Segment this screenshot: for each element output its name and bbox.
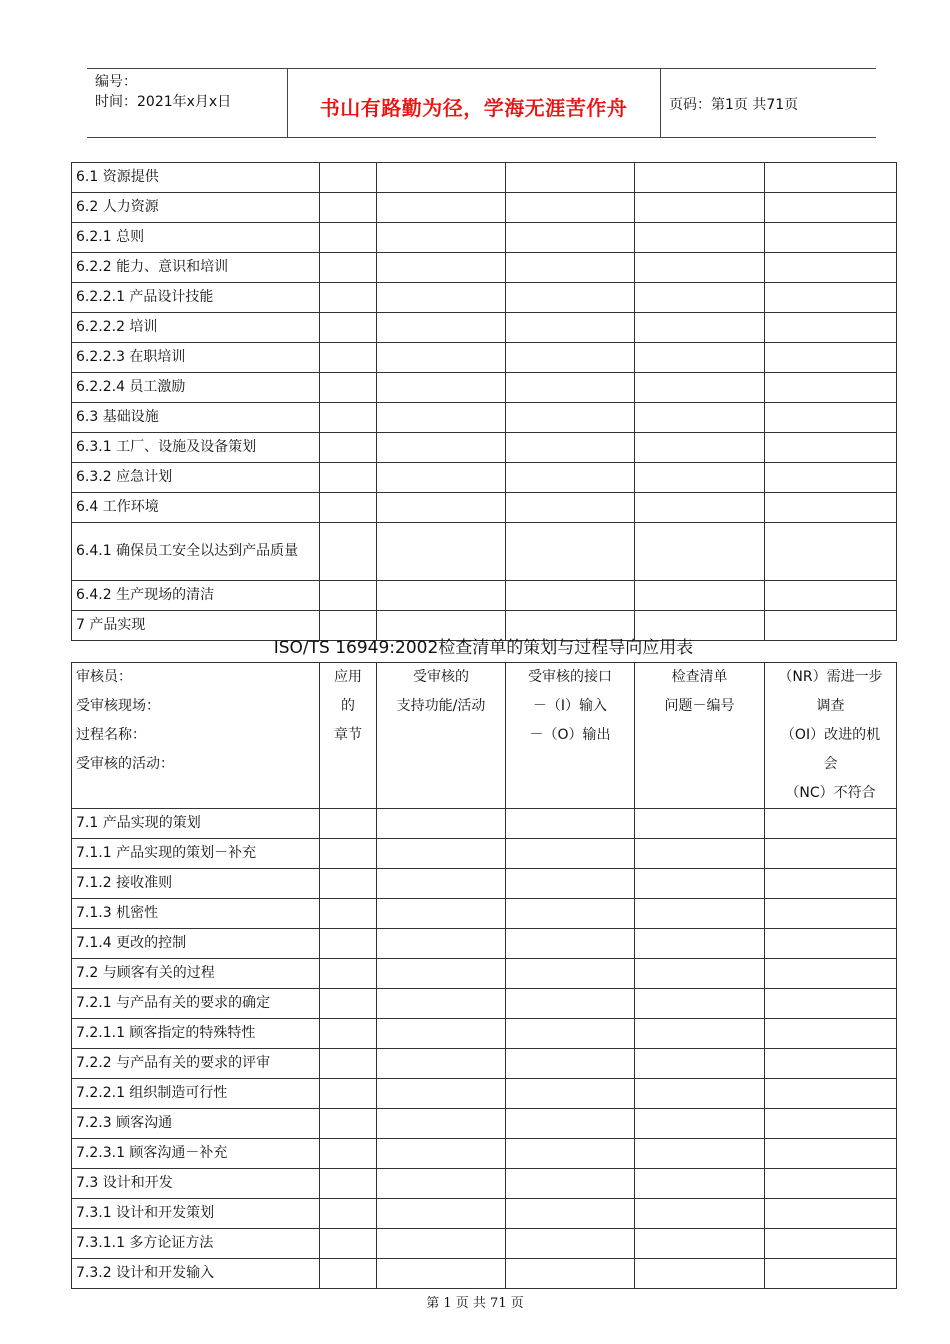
blank-entry-cell[interactable] <box>765 343 897 373</box>
col-header-question-number <box>635 663 765 809</box>
blank-entry-cell[interactable] <box>506 959 635 989</box>
blank-entry-cell[interactable] <box>765 253 897 283</box>
motto-text: 书山有路勤为径，学海无涯苦作舟 <box>319 96 628 120</box>
table-row <box>72 193 897 223</box>
blank-entry-cell[interactable] <box>635 1199 765 1229</box>
blank-entry-cell[interactable] <box>377 1139 506 1169</box>
col-header-findings-line: （NC）不符合 <box>785 785 876 801</box>
blank-entry-cell[interactable] <box>506 899 635 929</box>
clause-cell: 6.1 资源提供 <box>72 163 320 193</box>
col-header-interface <box>506 663 635 809</box>
blank-entry-cell[interactable] <box>320 1109 377 1139</box>
blank-entry-cell[interactable] <box>506 839 635 869</box>
blank-entry-cell[interactable] <box>377 809 506 839</box>
blank-entry-cell[interactable] <box>377 1079 506 1109</box>
col-header-findings-line: 会 <box>823 756 838 772</box>
blank-entry-cell[interactable] <box>506 493 635 523</box>
clause-cell: 7.2.1.1 顾客指定的特殊特性 <box>72 1019 320 1049</box>
blank-entry-cell[interactable] <box>320 1019 377 1049</box>
blank-entry-cell[interactable] <box>320 283 377 313</box>
clause-cell: 7.3.2 设计和开发输入 <box>72 1259 320 1289</box>
table-row <box>72 809 897 839</box>
table-row <box>72 959 897 989</box>
blank-entry-cell[interactable] <box>765 1019 897 1049</box>
clause-cell: 7.2.2 与产品有关的要求的评审 <box>72 1049 320 1079</box>
blank-entry-cell[interactable] <box>635 899 765 929</box>
blank-entry-cell[interactable] <box>377 581 506 611</box>
clause-cell: 7.1.3 机密性 <box>72 899 320 929</box>
blank-entry-cell[interactable] <box>320 1199 377 1229</box>
col-header-clause <box>320 663 377 809</box>
table-row <box>72 403 897 433</box>
blank-entry-cell[interactable] <box>506 1169 635 1199</box>
table-row <box>72 493 897 523</box>
blank-entry-cell[interactable] <box>320 929 377 959</box>
table-row <box>72 581 897 611</box>
blank-entry-cell[interactable] <box>765 433 897 463</box>
blank-entry-cell[interactable] <box>635 1019 765 1049</box>
col-header-findings <box>765 663 897 809</box>
table-row <box>72 373 897 403</box>
blank-entry-cell[interactable] <box>320 163 377 193</box>
col-header-clause-line: 的 <box>341 698 355 714</box>
table-row <box>72 929 897 959</box>
table-row <box>72 523 897 581</box>
blank-entry-cell[interactable] <box>377 869 506 899</box>
blank-entry-cell[interactable] <box>320 1079 377 1109</box>
blank-entry-cell[interactable] <box>765 1229 897 1259</box>
blank-entry-cell[interactable] <box>320 193 377 223</box>
table-row <box>72 1199 897 1229</box>
blank-entry-cell[interactable] <box>635 373 765 403</box>
blank-entry-cell[interactable] <box>320 433 377 463</box>
blank-entry-cell[interactable] <box>506 929 635 959</box>
clause-cell: 7 产品实现 <box>72 611 320 641</box>
blank-entry-cell[interactable] <box>377 1259 506 1289</box>
header-meta-cell <box>87 69 288 137</box>
blank-entry-cell[interactable] <box>765 193 897 223</box>
blank-entry-cell[interactable] <box>765 1199 897 1229</box>
blank-entry-cell[interactable] <box>635 1049 765 1079</box>
blank-entry-cell[interactable] <box>377 223 506 253</box>
clause-cell: 6.2.2.3 在职培训 <box>72 343 320 373</box>
header-page-cell <box>660 69 876 137</box>
col-header-support-line: 受审核的 <box>413 669 469 685</box>
col-header-question-line: 问题－编号 <box>664 698 735 714</box>
clause-cell: 6.2.2.2 培训 <box>72 313 320 343</box>
table-row <box>72 869 897 899</box>
table-row <box>72 989 897 1019</box>
col-header-clause-line: 应用 <box>334 669 362 685</box>
blank-entry-cell[interactable] <box>506 581 635 611</box>
col-header-support-line: 支持功能/活动 <box>396 698 486 714</box>
blank-entry-cell[interactable] <box>320 373 377 403</box>
table-row <box>72 839 897 869</box>
blank-entry-cell[interactable] <box>635 463 765 493</box>
blank-entry-cell[interactable] <box>765 523 897 581</box>
blank-entry-cell[interactable] <box>506 253 635 283</box>
blank-entry-cell[interactable] <box>765 1079 897 1109</box>
blank-entry-cell[interactable] <box>765 163 897 193</box>
blank-entry-cell[interactable] <box>765 1169 897 1199</box>
blank-entry-cell[interactable] <box>377 403 506 433</box>
blank-entry-cell[interactable] <box>635 433 765 463</box>
blank-entry-cell[interactable] <box>506 809 635 839</box>
blank-entry-cell[interactable] <box>320 899 377 929</box>
table-row <box>72 1229 897 1259</box>
blank-entry-cell[interactable] <box>765 1109 897 1139</box>
blank-entry-cell[interactable] <box>320 1169 377 1199</box>
blank-entry-cell[interactable] <box>320 1139 377 1169</box>
blank-entry-cell[interactable] <box>377 959 506 989</box>
clause-cell: 7.1.2 接收准则 <box>72 869 320 899</box>
blank-entry-cell[interactable] <box>506 433 635 463</box>
blank-entry-cell[interactable] <box>320 1049 377 1079</box>
table-row <box>72 1109 897 1139</box>
blank-entry-cell[interactable] <box>765 959 897 989</box>
blank-entry-cell[interactable] <box>506 283 635 313</box>
blank-entry-cell[interactable] <box>635 223 765 253</box>
blank-entry-cell[interactable] <box>320 581 377 611</box>
blank-entry-cell[interactable] <box>765 493 897 523</box>
table-row <box>72 1049 897 1079</box>
blank-entry-cell[interactable] <box>635 523 765 581</box>
clause-cell: 6.2 人力资源 <box>72 193 320 223</box>
table-row <box>72 1019 897 1049</box>
blank-entry-cell[interactable] <box>765 403 897 433</box>
blank-entry-cell[interactable] <box>635 929 765 959</box>
blank-entry-cell[interactable] <box>506 1259 635 1289</box>
blank-entry-cell[interactable] <box>635 959 765 989</box>
header-motto-cell <box>287 69 661 137</box>
clause-cell: 7.2.2.1 组织制造可行性 <box>72 1079 320 1109</box>
blank-entry-cell[interactable] <box>765 581 897 611</box>
blank-entry-cell[interactable] <box>377 433 506 463</box>
blank-entry-cell[interactable] <box>377 989 506 1019</box>
table-row <box>72 463 897 493</box>
table-row <box>72 899 897 929</box>
blank-entry-cell[interactable] <box>765 839 897 869</box>
clause-cell: 7.3 设计和开发 <box>72 1169 320 1199</box>
table-row <box>72 1139 897 1169</box>
blank-entry-cell[interactable] <box>320 1229 377 1259</box>
col-header-interface-line: －（O）输出 <box>529 727 611 743</box>
blank-entry-cell[interactable] <box>320 223 377 253</box>
blank-entry-cell[interactable] <box>506 223 635 253</box>
blank-entry-cell[interactable] <box>506 1109 635 1139</box>
process-checklist-table <box>71 662 897 1289</box>
blank-entry-cell[interactable] <box>320 253 377 283</box>
blank-entry-cell[interactable] <box>635 809 765 839</box>
blank-entry-cell[interactable] <box>635 581 765 611</box>
clause-cell: 6.4.1 确保员工安全以达到产品质量 <box>72 523 320 581</box>
blank-entry-cell[interactable] <box>506 463 635 493</box>
blank-entry-cell[interactable] <box>765 373 897 403</box>
blank-entry-cell[interactable] <box>377 1019 506 1049</box>
blank-entry-cell[interactable] <box>765 809 897 839</box>
blank-entry-cell[interactable] <box>635 313 765 343</box>
blank-entry-cell[interactable] <box>320 839 377 869</box>
blank-entry-cell[interactable] <box>635 253 765 283</box>
blank-entry-cell[interactable] <box>765 283 897 313</box>
blank-entry-cell[interactable] <box>320 1259 377 1289</box>
blank-entry-cell[interactable] <box>377 493 506 523</box>
col-header-findings-line: （NR）需进一步 <box>778 669 883 685</box>
blank-entry-cell[interactable] <box>377 1049 506 1079</box>
clause-cell: 6.3.1 工厂、设施及设备策划 <box>72 433 320 463</box>
auditor-info-cell <box>72 663 320 809</box>
clause-cell: 7.1 产品实现的策划 <box>72 809 320 839</box>
blank-entry-cell[interactable] <box>506 343 635 373</box>
blank-entry-cell[interactable] <box>635 869 765 899</box>
blank-entry-cell[interactable] <box>506 1079 635 1109</box>
clause-cell: 7.3.1.1 多方论证方法 <box>72 1229 320 1259</box>
blank-entry-cell[interactable] <box>377 839 506 869</box>
blank-entry-cell[interactable] <box>320 523 377 581</box>
table-row <box>72 163 897 193</box>
table-row <box>72 1079 897 1109</box>
col-header-question-line: 检查清单 <box>671 669 728 685</box>
blank-entry-cell[interactable] <box>320 959 377 989</box>
document-number-label: 编号： <box>95 74 137 90</box>
blank-entry-cell[interactable] <box>320 989 377 1019</box>
blank-entry-cell[interactable] <box>635 403 765 433</box>
clause-cell: 6.4.2 生产现场的清洁 <box>72 581 320 611</box>
blank-entry-cell[interactable] <box>506 523 635 581</box>
table-row <box>72 433 897 463</box>
clause-cell: 6.3 基础设施 <box>72 403 320 433</box>
blank-entry-cell[interactable] <box>765 1259 897 1289</box>
col-header-support-function <box>377 663 506 809</box>
blank-entry-cell[interactable] <box>765 929 897 959</box>
blank-entry-cell[interactable] <box>320 313 377 343</box>
blank-entry-cell[interactable] <box>377 1229 506 1259</box>
blank-entry-cell[interactable] <box>506 869 635 899</box>
blank-entry-cell[interactable] <box>765 313 897 343</box>
blank-entry-cell[interactable] <box>377 253 506 283</box>
blank-entry-cell[interactable] <box>320 493 377 523</box>
clause-cell: 6.2.2.1 产品设计技能 <box>72 283 320 313</box>
blank-entry-cell[interactable] <box>765 1049 897 1079</box>
blank-entry-cell[interactable] <box>377 283 506 313</box>
blank-entry-cell[interactable] <box>765 223 897 253</box>
blank-entry-cell[interactable] <box>377 463 506 493</box>
blank-entry-cell[interactable] <box>506 1229 635 1259</box>
blank-entry-cell[interactable] <box>506 193 635 223</box>
table-row <box>72 253 897 283</box>
blank-entry-cell[interactable] <box>377 929 506 959</box>
blank-entry-cell[interactable] <box>765 869 897 899</box>
table-row <box>72 283 897 313</box>
process-name-label: 过程名称： <box>76 727 146 743</box>
blank-entry-cell[interactable] <box>506 373 635 403</box>
blank-entry-cell[interactable] <box>506 1139 635 1169</box>
blank-entry-cell[interactable] <box>506 163 635 193</box>
blank-entry-cell[interactable] <box>635 1229 765 1259</box>
blank-entry-cell[interactable] <box>506 1199 635 1229</box>
blank-entry-cell[interactable] <box>377 1199 506 1229</box>
clause-cell: 7.2.3.1 顾客沟通－补充 <box>72 1139 320 1169</box>
clause-cell: 6.2.2 能力、意识和培训 <box>72 253 320 283</box>
clause-cell: 7.2 与顾客有关的过程 <box>72 959 320 989</box>
blank-entry-cell[interactable] <box>765 989 897 1019</box>
blank-entry-cell[interactable] <box>765 899 897 929</box>
blank-entry-cell[interactable] <box>765 463 897 493</box>
blank-entry-cell[interactable] <box>635 493 765 523</box>
blank-entry-cell[interactable] <box>320 463 377 493</box>
blank-entry-cell[interactable] <box>320 403 377 433</box>
document-time-label: 时间：2021年x月x日 <box>95 94 232 110</box>
page-footer: 第 1 页 共 71 页 <box>426 1296 524 1311</box>
resource-checklist-table <box>71 162 897 641</box>
clause-cell: 7.3.1 设计和开发策划 <box>72 1199 320 1229</box>
clause-cell: 7.1.4 更改的控制 <box>72 929 320 959</box>
blank-entry-cell[interactable] <box>635 989 765 1019</box>
clause-cell: 6.4 工作环境 <box>72 493 320 523</box>
blank-entry-cell[interactable] <box>506 1049 635 1079</box>
clause-cell: 6.3.2 应急计划 <box>72 463 320 493</box>
blank-entry-cell[interactable] <box>506 1019 635 1049</box>
blank-entry-cell[interactable] <box>377 373 506 403</box>
clause-cell: 7.2.1 与产品有关的要求的确定 <box>72 989 320 1019</box>
table-row <box>72 313 897 343</box>
clause-cell: 6.2.2.4 员工激励 <box>72 373 320 403</box>
blank-entry-cell[interactable] <box>377 343 506 373</box>
page-info: 页码：第1页 共71页 <box>669 97 799 113</box>
clause-cell: 7.1.1 产品实现的策划－补充 <box>72 839 320 869</box>
blank-entry-cell[interactable] <box>377 163 506 193</box>
blank-entry-cell[interactable] <box>635 1109 765 1139</box>
blank-entry-cell[interactable] <box>635 193 765 223</box>
blank-entry-cell[interactable] <box>506 313 635 343</box>
col-header-interface-line: －（I）输入 <box>532 698 608 714</box>
blank-entry-cell[interactable] <box>377 899 506 929</box>
col-header-findings-line: （OI）改进的机 <box>780 727 881 743</box>
blank-entry-cell[interactable] <box>765 1139 897 1169</box>
clause-cell: 7.2.3 顾客沟通 <box>72 1109 320 1139</box>
col-header-clause-line: 章节 <box>334 727 362 743</box>
blank-entry-cell[interactable] <box>635 163 765 193</box>
table-header-row <box>72 663 897 809</box>
blank-entry-cell[interactable] <box>377 193 506 223</box>
blank-entry-cell[interactable] <box>506 403 635 433</box>
clause-cell: 6.2.1 总则 <box>72 223 320 253</box>
blank-entry-cell[interactable] <box>320 869 377 899</box>
blank-entry-cell[interactable] <box>377 523 506 581</box>
blank-entry-cell[interactable] <box>377 1169 506 1199</box>
page-header <box>87 68 876 138</box>
blank-entry-cell[interactable] <box>635 839 765 869</box>
blank-entry-cell[interactable] <box>320 343 377 373</box>
col-header-findings-line: 调查 <box>816 698 845 714</box>
blank-entry-cell[interactable] <box>635 1169 765 1199</box>
blank-entry-cell[interactable] <box>635 1079 765 1109</box>
audit-site-label: 受审核现场： <box>76 698 160 714</box>
checklist-title: ISO/TS 16949:2002检查清单的策划与过程导向应用表 <box>273 638 694 658</box>
blank-entry-cell[interactable] <box>377 1109 506 1139</box>
table-row <box>72 343 897 373</box>
table-row <box>72 223 897 253</box>
blank-entry-cell[interactable] <box>377 313 506 343</box>
col-header-interface-line: 受审核的接口 <box>528 669 612 685</box>
blank-entry-cell[interactable] <box>320 809 377 839</box>
auditor-label: 审核员： <box>76 669 132 685</box>
blank-entry-cell[interactable] <box>635 283 765 313</box>
blank-entry-cell[interactable] <box>635 1259 765 1289</box>
table-row <box>72 1169 897 1199</box>
blank-entry-cell[interactable] <box>635 343 765 373</box>
audited-activity-label: 受审核的活动： <box>76 756 174 772</box>
blank-entry-cell[interactable] <box>506 989 635 1019</box>
table-row <box>72 1259 897 1289</box>
blank-entry-cell[interactable] <box>635 1139 765 1169</box>
